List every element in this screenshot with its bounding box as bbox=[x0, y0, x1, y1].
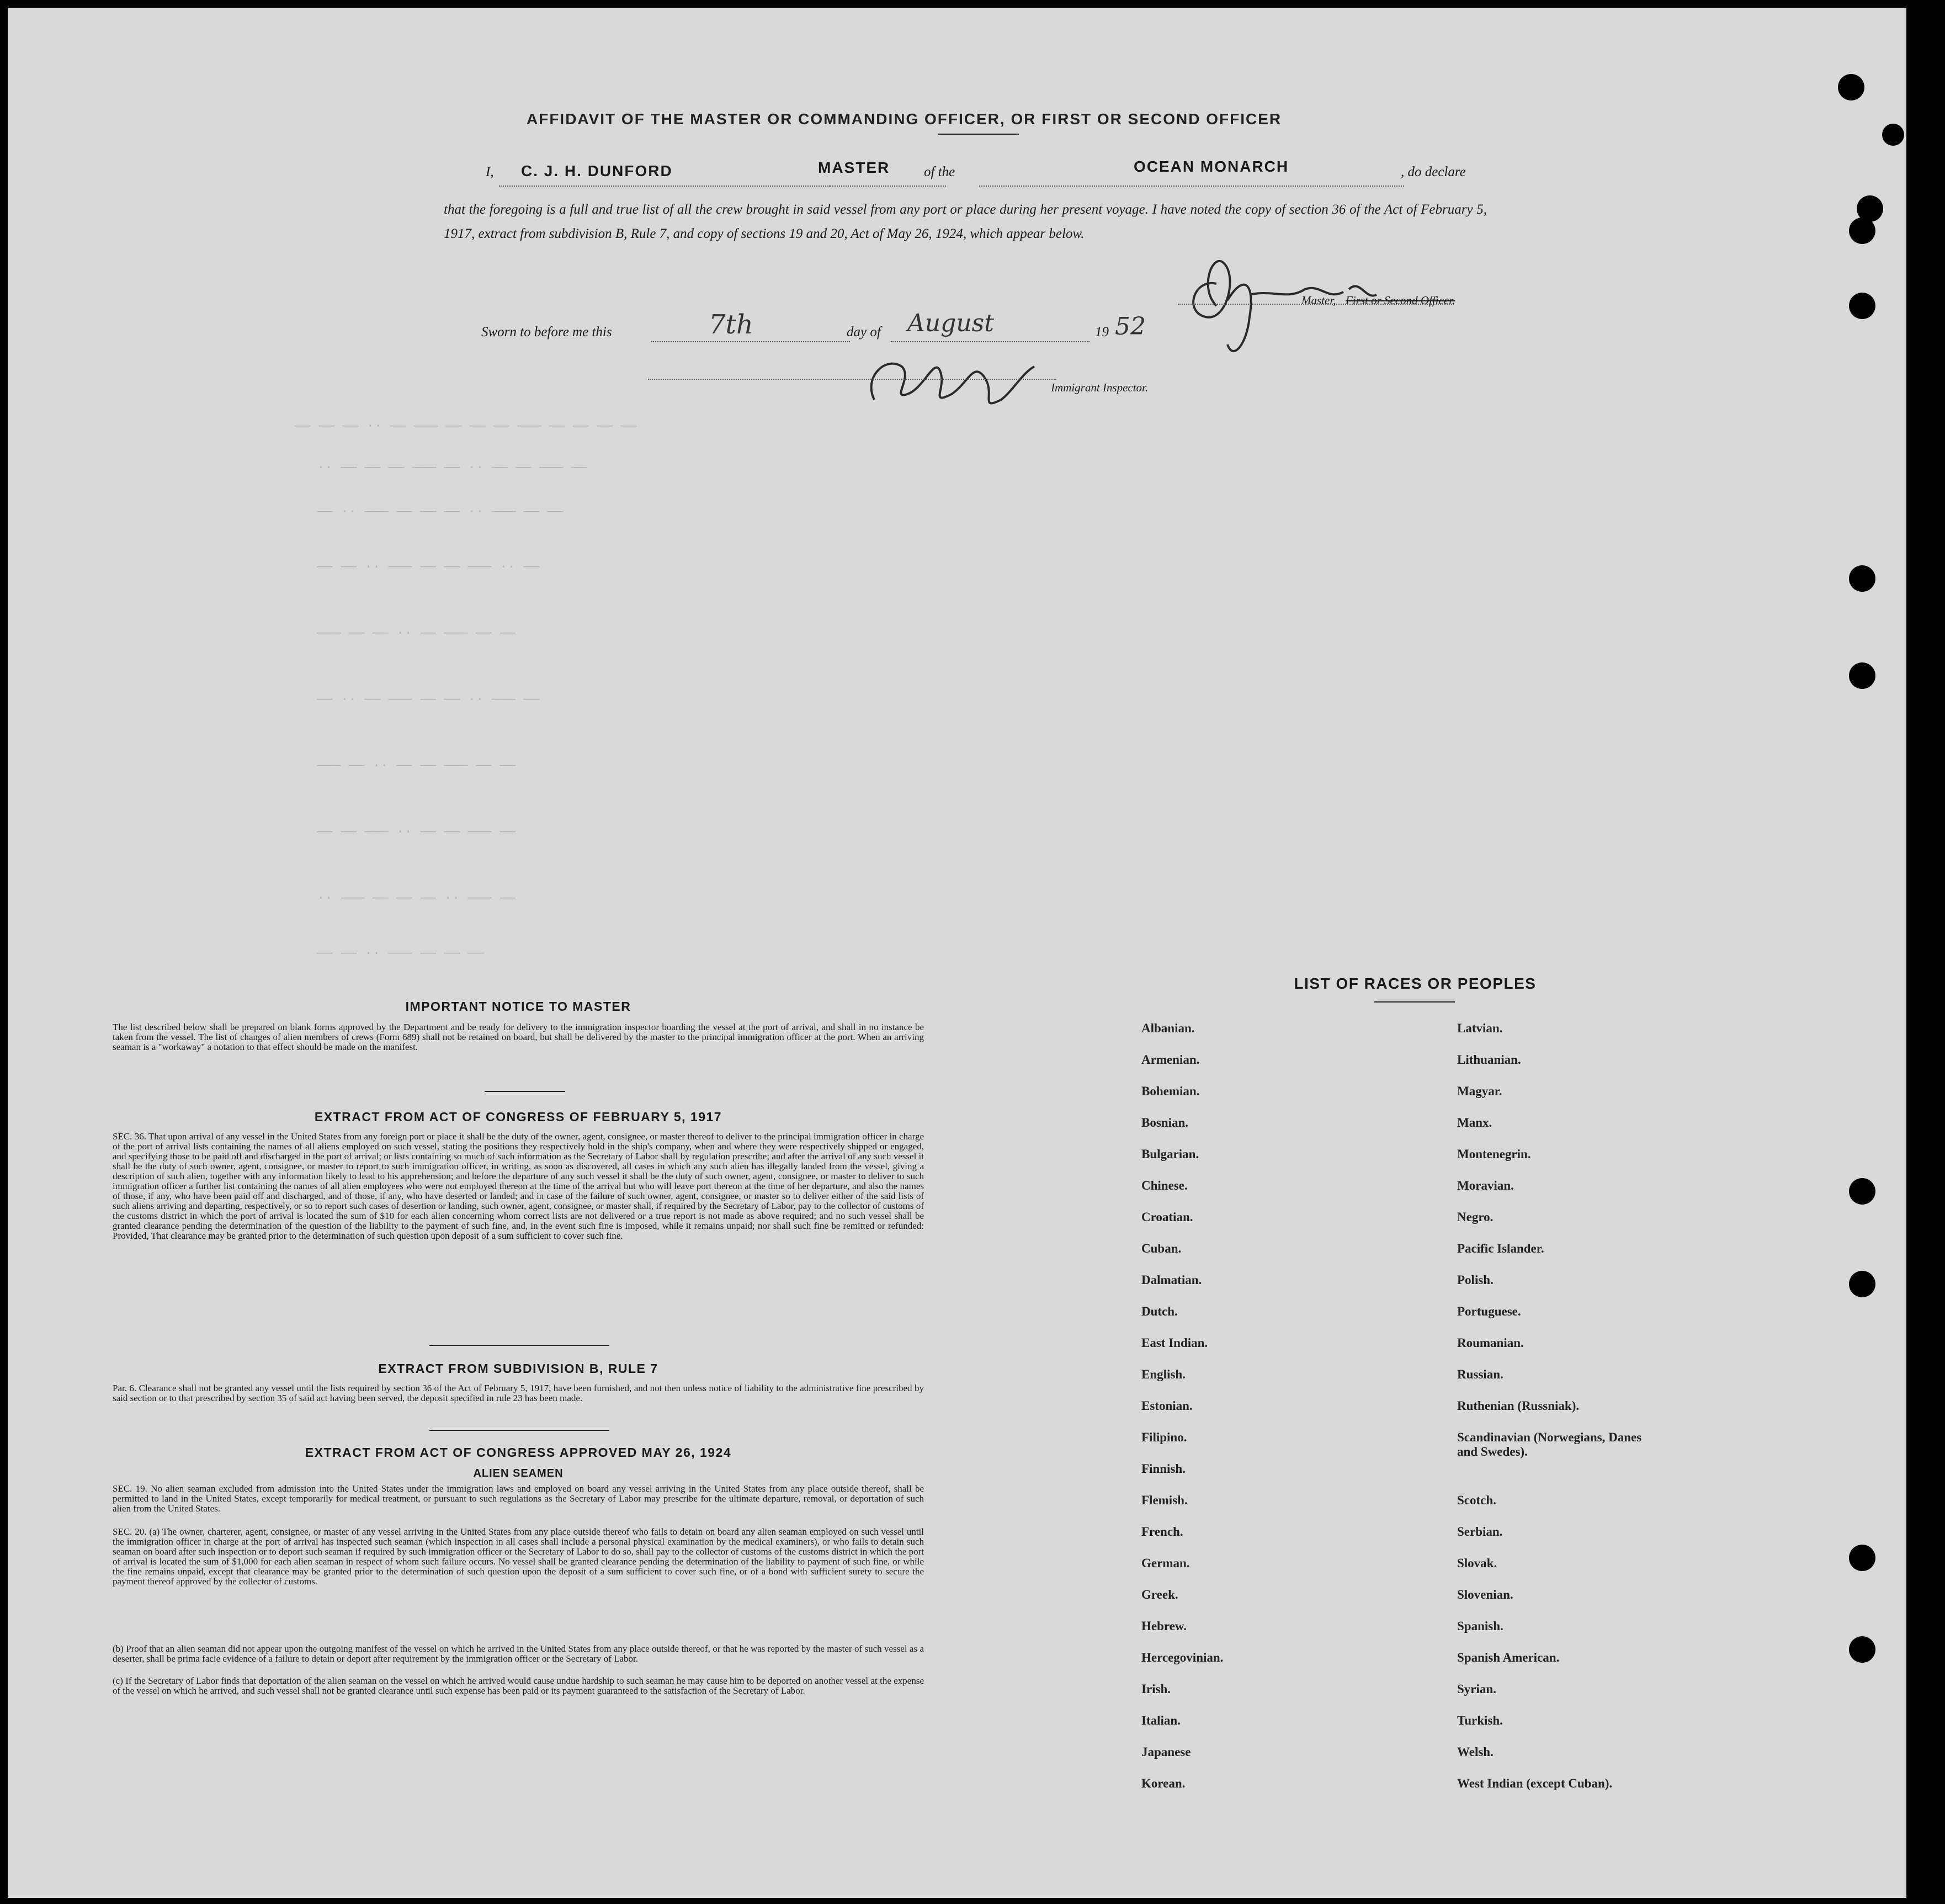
race-item: Negro. bbox=[1457, 1210, 1494, 1224]
notice-text: The list described below shall be prepared on blank forms approved by the Department and be ready for delivery to the immigration inspector boarding the vessel at the port of arrival, and shall in no instance be taken from the vessel. The list of changes of alien members of crews (Form 689) shall not be retained on board, but shall be delivered by the master to the principal immigration officer at the port. When an arriving seaman is a "workaway" a notation to that effect should be made on the manifest. bbox=[113, 1022, 924, 1052]
punch-hole bbox=[1849, 1636, 1875, 1663]
officer-caption-struck: First or Second Officer. bbox=[1346, 294, 1455, 307]
race-item: Estonian. bbox=[1141, 1399, 1193, 1413]
punch-hole bbox=[1849, 662, 1875, 689]
race-item: Cuban. bbox=[1141, 1242, 1182, 1255]
punch-hole bbox=[1849, 1545, 1875, 1571]
race-item: Hercegovinian. bbox=[1141, 1651, 1224, 1664]
affidavit-title: AFFIDAVIT OF THE MASTER OR COMMANDING OFFICER, OR FIRST OR SECOND OFFICER bbox=[527, 110, 1282, 128]
master-caption: Master, bbox=[1301, 294, 1336, 307]
race-item: Slovenian. bbox=[1457, 1588, 1513, 1601]
race-item: Armenian. bbox=[1141, 1053, 1200, 1067]
extract-1924-sec20c: (c) If the Secretary of Labor finds that deportation of the alien seaman on the vessel on which he arrived would cause undue hardship to such seaman he may cause him to be deported on another vessel at the expense of the vessel on which he arrived, and such vessel shall not be granted clearance until such expense has been paid or its payment guaranteed to the satisfaction of the Secretary of Labor. bbox=[113, 1675, 924, 1696]
punch-hole bbox=[1849, 293, 1875, 319]
race-item: Polish. bbox=[1457, 1273, 1494, 1287]
race-item: Serbian. bbox=[1457, 1525, 1503, 1539]
extract-1917-title: EXTRACT FROM ACT OF CONGRESS OF FEBRUARY 5, 1917 bbox=[314, 1110, 722, 1124]
race-item: English. bbox=[1141, 1367, 1186, 1381]
extract-1924-title: EXTRACT FROM ACT OF CONGRESS APPROVED MAY 26, 1924 bbox=[305, 1445, 732, 1460]
punch-hole bbox=[1838, 74, 1864, 100]
i-label: I, bbox=[486, 165, 494, 179]
punch-hole bbox=[1849, 218, 1875, 244]
race-item: Albanian. bbox=[1141, 1021, 1195, 1035]
vessel-name: OCEAN MONARCH bbox=[1134, 158, 1289, 175]
of-the-label: of the bbox=[924, 165, 955, 179]
race-item: Finnish. bbox=[1141, 1462, 1186, 1476]
race-item: Manx. bbox=[1457, 1116, 1492, 1129]
race-item: Chinese. bbox=[1141, 1179, 1188, 1192]
extract-1924-sec20a: SEC. 20. (a) The owner, charterer, agent, consignee, or master of any vessel arriving in the United States from any place outside thereof who fails to detain on board any alien seaman employed on such vessel until the immigration officer in charge at the port of arrival has inspected such seaman (which inspection in all cases shall include a personal physical examination by the medical examiners), or who fails to detain such seaman on board after such inspection or to deport such seaman if required by such immigration officer or the Secretary of Labor to do so, shall pay to the collector of customs of the customs district in which the port of arrival is located the sum of $1,000 for each alien seaman in respect of whom such failure occurs. No vessel shall be granted clearance pending the determination of the liability to payment of such fine, or while the fine remains unpaid, except that clearance may be granted prior to the determination of such question upon the deposit of a sum sufficient to cover such fine, or of a bond with sufficient surety to secure the payment thereof approved by the collector of customs. bbox=[113, 1526, 924, 1587]
punch-hole bbox=[1882, 124, 1904, 146]
race-item: Dalmatian. bbox=[1141, 1273, 1202, 1287]
race-item: Croatian. bbox=[1141, 1210, 1193, 1224]
race-item: Korean. bbox=[1141, 1776, 1186, 1790]
race-item: Bohemian. bbox=[1141, 1084, 1200, 1098]
race-item: Moravian. bbox=[1457, 1179, 1514, 1192]
extract-1924-subtitle: ALIEN SEAMEN bbox=[473, 1467, 564, 1479]
race-item: Bulgarian. bbox=[1141, 1147, 1199, 1161]
do-declare-label: , do declare bbox=[1401, 165, 1466, 179]
extract-1924-sec19: SEC. 19. No alien seaman excluded from admission into the United States under the immigration laws and employed on board any vessel arriving in the United States from any place outside thereof, shall be permitted to land in the United States, except temporarily for medical treatment, or pursuant to such regulations as the Secretary of Labor may prescribe for the ultimate departure, removal, or deportation of such alien from the United States. bbox=[113, 1483, 924, 1514]
race-item: Slovak. bbox=[1457, 1556, 1497, 1570]
punch-hole bbox=[1849, 1178, 1875, 1205]
race-item: Roumanian. bbox=[1457, 1336, 1524, 1350]
race-item: Greek. bbox=[1141, 1588, 1178, 1601]
race-item: French. bbox=[1141, 1525, 1183, 1539]
race-item: East Indian. bbox=[1141, 1336, 1208, 1350]
race-item: Magyar. bbox=[1457, 1084, 1502, 1098]
race-item: Irish. bbox=[1141, 1682, 1171, 1696]
day-of-label: day of bbox=[847, 325, 881, 340]
race-item: Turkish. bbox=[1457, 1714, 1503, 1727]
punch-hole bbox=[1849, 1271, 1875, 1297]
race-item: Japanese bbox=[1141, 1745, 1191, 1759]
punch-hole bbox=[1849, 565, 1875, 592]
race-item: Italian. bbox=[1141, 1714, 1181, 1727]
extract-1924-sec20b: (b) Proof that an alien seaman did not appear upon the outgoing manifest of the vessel on which he arrived in the United States from any place outside thereof, or that he was reported by the master of such vessel as a deserter, shall be prima facie evidence of a failure to detain or deport after requirement by the immigration officer or the Secretary of Labor. bbox=[113, 1643, 924, 1664]
race-item: Filipino. bbox=[1141, 1430, 1187, 1444]
race-item: Bosnian. bbox=[1141, 1116, 1189, 1129]
race-item: Scandinavian (Norwegians, Danes and Swedes). bbox=[1457, 1430, 1642, 1459]
race-item: West Indian (except Cuban). bbox=[1457, 1776, 1613, 1790]
affidavit-body: that the foregoing is a full and true list of all the crew brought in said vessel from any port or place during her present voyage. I have noted the copy of section 36 of the Act of February 5, 1917, extract from subdivision B, Rule 7, and copy of sections 19 and 20, Act of May 26, 1924, which appear below. bbox=[444, 202, 1487, 241]
sworn-day: 7th bbox=[709, 309, 753, 340]
document-page: —— —— —— ·· —— ——— —— —— —— ——— —— —— —— —— ·· —— —— —— ——— —— ·· —— —— ——— —— —— ·· ——— —— —— —— ·· ——— —— —— —— —— ·· ——— —— —— ——— ·· —— ——— —— —— ·· —— ——— —— —— —— ·· —— ——— —— —— ·· ——— —— ——— —— ·· —— —— ——— —— —— —— —— ——— ·· —— —— ——— —— ·· ——— —— —— —— ·· ——— —— —— —— ·· ——— —— —— —— AFFIDAVIT OF THE MASTER OR COMMANDING OFFICER, OR FIRST OR SECOND OFFICER I, C. J. H. DUNFORD MASTER of the OCEAN MONARCH , do declare that the foregoing is a full and true list of all the crew brought in said vessel from any port or place during her present voyage. I have noted the copy of section 36 of the Act of February 5, 1917, extract from subdivision B, Rule 7, and copy of sections 19 and 20, Act of May 26, 1924, which appear below. Master, First or Second Officer. Sworn to before me this 7th day of August 19 52 Immigrant Inspector. IMPORTANT NOTICE TO MASTER The list described below shall be prepared on blank forms approved by the Department and be ready for delivery to the immigration inspector boarding the vessel at the port of arrival, and shall in no instance be taken from the vessel. The list of changes of alien members of crews (Form 689) shall not be retained on board, but shall be delivered by the master to the principal immigration officer at the port. When an arriving seaman is a "workaway" a notation to that effect should be made on the manifest. EXTRACT FROM ACT OF CONGRESS OF FEBRUARY 5, 1917 SEC. 36. That upon arrival of any vessel in the United States from any foreign port or place it shall be the duty of the owner, agent, consignee, or master thereof to deliver to the principal immigration officer in charge of the port of arrival lists containing the names of all aliens employed on such vessel, stating the positions they respectively hold in the ship's company, when and where they were respectively shipped or engaged, and specifying those to be paid off and discharged in the port of arrival; or lists containing so much of such information as the Secretary of Labor shall by regulation prescribe; and after the arrival of any such vessel it shall be the duty of such owner, agent, consignee, or master to report to such immigration officer, in writing, as soon as discovered, all cases in which any such alien has illegally landed from the vessel, giving a description of such alien, together with any information likely to lead to his apprehension; and before the departure of any such vessel it shall be the duty of such owner, agent, consignee, or master to deliver to such immigration officer a further list containing the names of all alien employees who were not employed thereon at the time of the arrival but who will leave port thereon at the time of her departure, and also the names of those, if any, who have been paid off and discharged, and of those, if any, who have deserted or landed; and in case of the failure of such owner, agent, consignee, or master so to deliver either of the said lists of such aliens arriving and departing, respectively, or so to report such cases of desertion or landing, such owner, agent, consignee, or master shall, if required by the Secretary of Labor, pay to the collector of customs of the customs district in which the port of arrival is located the sum of $10 for each alien concerning whom correct lists are not delivered or a true report is not made as above required; and no such vessel shall be granted clearance pending the determination of the question of the liability to the payment of such fine, and, in the event such fine is imposed, while it remains unpaid; nor shall such fine be remitted or refunded: Provided, That clearance may be granted prior to the determination of such question upon deposit of a sum sufficient to cover such fine. EXTRACT FROM SUBDIVISION B, RULE 7 Par. 6. Clearance shall not be granted any vessel until the lists required by section 36 of the Act of February 5, 1917, have been furnished, and not then unless notice of liability to the administrative fine prescribed by said section or to that prescribed by section 35 of said act having been served, the deposit specified in rule 23 has been made. EXTRACT FROM ACT OF CONGRESS APPROVED MAY 26, 1924 ALIEN SEAMEN SEC. 19. No alien seaman excluded from admission into the United States under the immigration laws and employed on board any vessel arriving in the United States from any place outside thereof, shall be permitted to land in the United States, except temporarily for medical treatment, or pursuant to such regulations as the Secretary of Labor may prescribe for the ultimate departure, removal, or deportation of such alien from the United States. SEC. 20. (a) The owner, charterer, agent, consignee, or master of any vessel arriving in the United States from any place outside thereof who fails to detain on board any alien seaman employed on such vessel until the immigration officer in charge at the port of arrival has inspected such seaman (which inspection in all cases shall include a personal physical examination by the medical examiners), or who fails to detain such seaman on board after such inspection or to deport such seaman if required by such immigration officer or the Secretary of Labor to do so, shall pay to the collector of customs of the customs district in which the port of arrival is located the sum of $1,000 for each alien seaman in respect of whom such failure occurs. No vessel shall be granted clearance pending the determination of the liability to payment of such fine, or while the fine remains unpaid, except that clearance may be granted prior to the determination of such question upon the deposit of a sum sufficient to cover such fine, or of a bond with sufficient surety to secure the payment thereof approved by the collector of customs. (b) Proof that an alien seaman did not appear upon the outgoing manifest of the vessel on which he arrived in the United States from any place outside thereof, or that he was reported by the master of such vessel as a deserter, shall be prima facie evidence of a failure to detain or deport after requirement by the immigration officer or the Secretary of Labor. (c) If the Secretary of Labor finds that deportation of the alien seaman on the vessel on which he arrived would cause undue hardship to such seaman he may cause him to be deported on another vessel at the expense of the vessel on which he arrived, and such vessel shall not be granted clearance until such expense has been paid or its payment guaranteed to the satisfaction of the Secretary of Labor. LIST OF RACES OR PEOPLES Albanian. Armenian. Bohemian. Bosnian. Bulgarian. Chinese. Croatian. Cuban. Dalmatian. Dutch. East Indian. English. Estonian. Filipino. Finnish. Flemish. French. German. Greek. Hebrew. Hercegovinian. Irish. Italian. Japanese Korean. Latvian. Lithuanian. Magyar. Manx. Montenegrin. Moravian. Negro. Pacific Islander. Polish. Portuguese. Roumanian. Russian. Ruthenian (Russniak). Scandinavian (Norwegians, Danes and Swedes). Scotch. Serbian. Slovak. Slovenian. Spanish. Spanish American. Syrian. Turkish. Welsh. West Indian (except Cuban). bbox=[8, 8, 1906, 1898]
race-item: Portuguese. bbox=[1457, 1304, 1521, 1318]
year-prefix: 19 bbox=[1095, 325, 1109, 340]
race-item: Russian. bbox=[1457, 1367, 1503, 1381]
sworn-month: August bbox=[907, 309, 994, 337]
inspector-signature bbox=[858, 339, 1056, 422]
race-item: Latvian. bbox=[1457, 1021, 1503, 1035]
race-item: Montenegrin. bbox=[1457, 1147, 1531, 1161]
race-item: Dutch. bbox=[1141, 1304, 1178, 1318]
extract-1917-text: SEC. 36. That upon arrival of any vessel in the United States from any foreign port or place it shall be the duty of the owner, agent, consignee, or master thereof to deliver to the principal immigration officer in charge of the port of arrival lists containing the names of all aliens employed on such vessel, stating the positions they respectively hold in the ship's company, when and where they were respectively shipped or engaged, and specifying those to be paid off and discharged in the port of arrival; or lists containing so much of such information as the Secretary of Labor shall by regulation prescribe; and after the arrival of any such vessel it shall be the duty of such owner, agent, consignee, or master to report to such immigration officer, in writing, as soon as discovered, all cases in which any such alien has illegally landed from the vessel, giving a description of such alien, together with any information likely to lead to his apprehension; and before the departure of any such vessel it shall be the duty of such owner, agent, consignee, or master to deliver to such immigration officer a further list containing the names of all alien employees who were not employed thereon at the time of the arrival but who will leave port thereon at the time of her departure, and also the names of those, if any, who have been paid off and discharged, and of those, if any, who have deserted or landed; and in case of the failure of such owner, agent, consignee, or master so to deliver either of the said lists of such aliens arriving and departing, respectively, or so to report such cases of desertion or landing, such owner, agent, consignee, or master shall, if required by the Secretary of Labor, pay to the collector of customs of the customs district in which the port of arrival is located the sum of $10 for each alien concerning whom correct lists are not delivered or a true report is not made as above required; and no such vessel shall be granted clearance pending the determination of the question of the liability to the payment of such fine, and, in the event such fine is imposed, while it remains unpaid; nor shall such fine be remitted or refunded: Provided, That clearance may be granted prior to the determination of such question upon deposit of a sum sufficient to cover such fine. bbox=[113, 1131, 924, 1241]
officer-rank: MASTER bbox=[818, 159, 890, 176]
extract-rule7-title: EXTRACT FROM SUBDIVISION B, RULE 7 bbox=[378, 1361, 658, 1376]
notice-title: IMPORTANT NOTICE TO MASTER bbox=[405, 999, 631, 1014]
race-item: Ruthenian (Russniak). bbox=[1457, 1399, 1580, 1413]
race-item: Scotch. bbox=[1457, 1493, 1496, 1507]
race-item: Welsh. bbox=[1457, 1745, 1494, 1759]
race-item: Pacific Islander. bbox=[1457, 1242, 1544, 1255]
race-item: Flemish. bbox=[1141, 1493, 1188, 1507]
race-item: German. bbox=[1141, 1556, 1190, 1570]
race-item: Spanish American. bbox=[1457, 1651, 1560, 1664]
race-item: Hebrew. bbox=[1141, 1619, 1187, 1633]
sworn-year: 52 bbox=[1115, 312, 1146, 341]
extract-rule7-text: Par. 6. Clearance shall not be granted any vessel until the lists required by section 36 of the Act of February 5, 1917, have been furnished, and not then unless notice of liability to the administrative fine prescribed by said section or to that prescribed by section 35 of said act having been served, the deposit specified in rule 23 has been made. bbox=[113, 1383, 924, 1403]
race-item: Spanish. bbox=[1457, 1619, 1503, 1633]
inspector-caption: Immigrant Inspector. bbox=[1051, 381, 1149, 394]
race-item: Lithuanian. bbox=[1457, 1053, 1521, 1067]
sworn-label: Sworn to before me this bbox=[481, 325, 612, 340]
officer-name: C. J. H. DUNFORD bbox=[521, 162, 673, 179]
race-item: Syrian. bbox=[1457, 1682, 1496, 1696]
races-title: LIST OF RACES OR PEOPLES bbox=[1294, 975, 1537, 992]
